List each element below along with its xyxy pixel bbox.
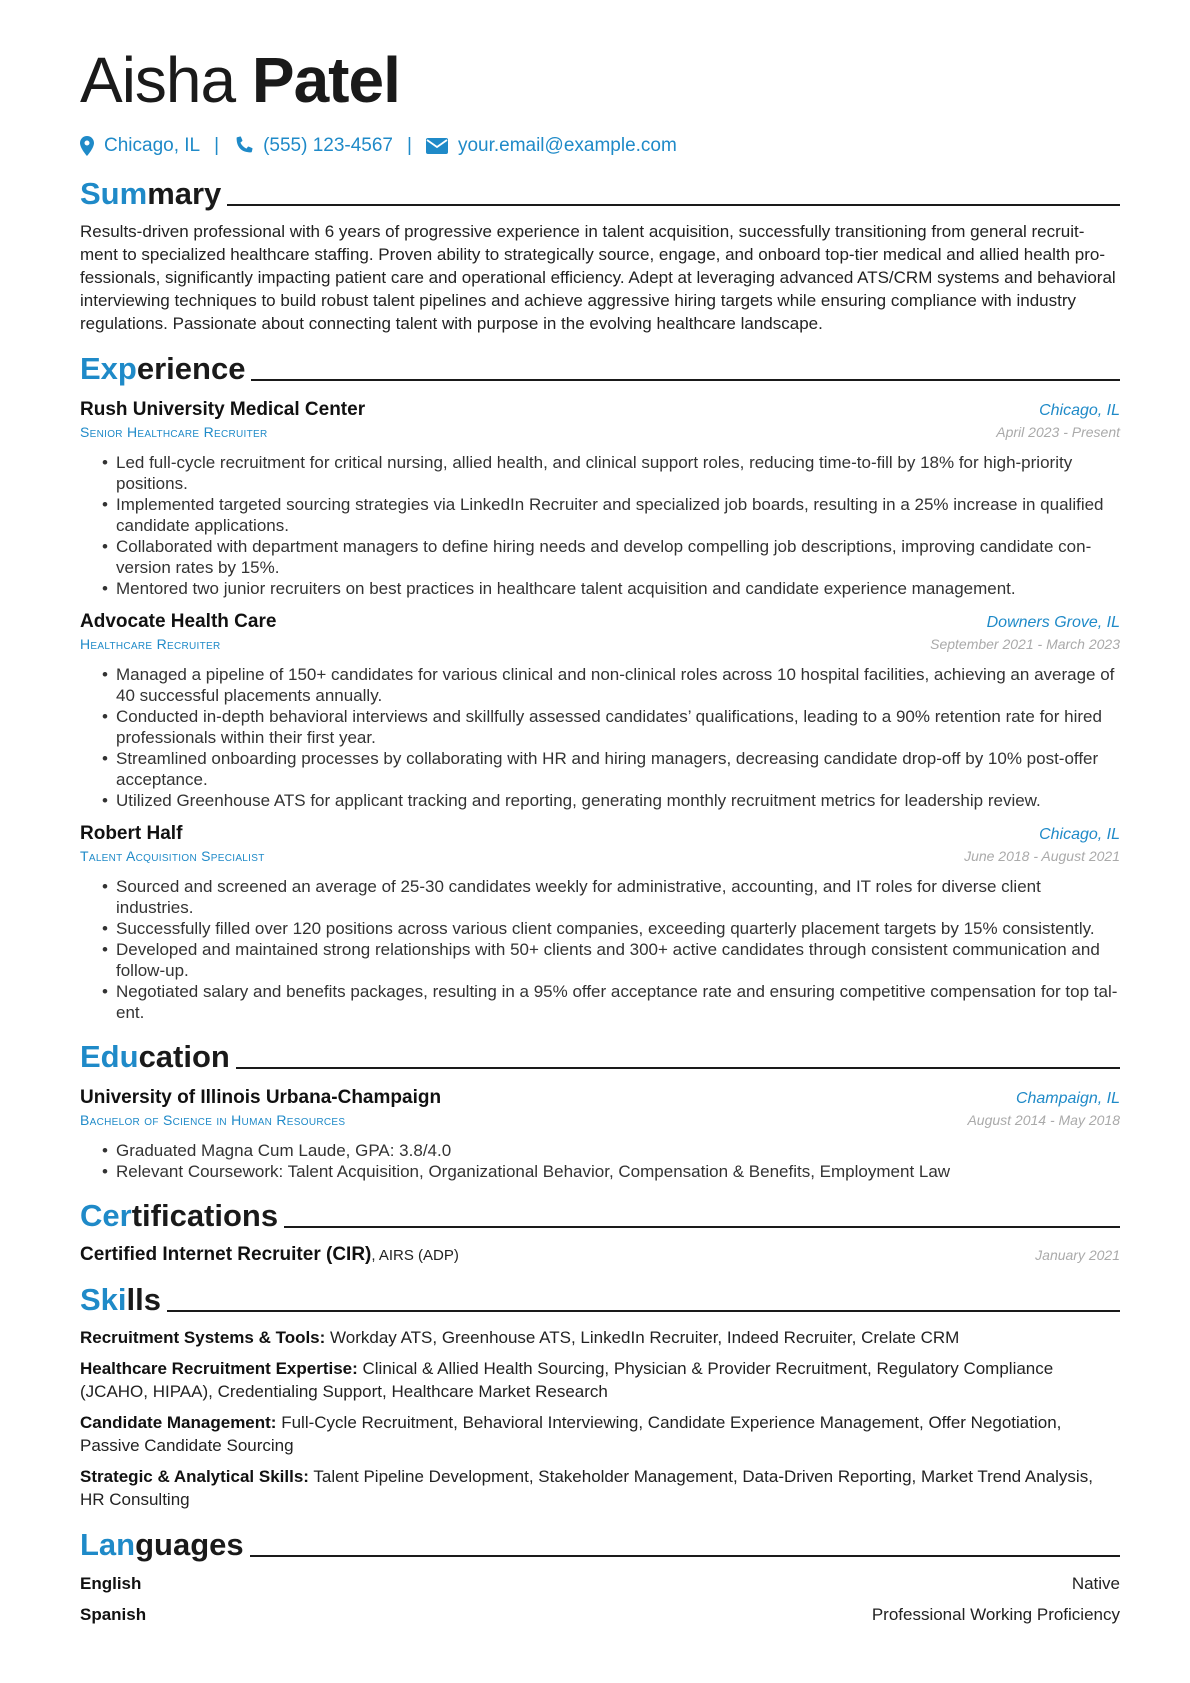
title-rest: mary	[147, 176, 222, 211]
title-rest: erience	[136, 351, 246, 386]
section-title	[80, 176, 221, 212]
contact-location	[80, 135, 200, 157]
skill-group	[80, 1411, 1120, 1457]
section-title	[80, 351, 245, 387]
title-accent: Edu	[80, 1039, 139, 1074]
title-accent: Lan	[80, 1527, 136, 1562]
skill-list: Workday ATS, Greenhouse ATS, LinkedIn Recruiter, Indeed Recruiter, Crelate CRM	[325, 1328, 960, 1347]
bullet-item: • Developed and maintained strong relationships with 50+ clients and 300+ active candidates through consistent communication and follow-up.	[102, 939, 1120, 981]
contact-email[interactable]	[426, 135, 677, 157]
education-entry	[80, 1087, 1120, 1182]
email-text: your.email@example.com	[457, 135, 677, 156]
employer-name: Advocate Health Care	[80, 611, 277, 632]
bullet-item: • Graduated Magna Cum Laude, GPA: 3.8/4.0	[102, 1140, 1120, 1161]
skill-list: Talent Pipeline Development, Stakeholder Management, Data-Driven Reporting, Market Trend Analysis, HR Consulting	[80, 1467, 1093, 1509]
language-level: Professional Working Proficiency	[871, 1605, 1120, 1624]
candidate-name	[80, 40, 1120, 120]
degree: Bachelor of Science in Human Resources	[80, 1112, 346, 1128]
language-level: Native	[1071, 1574, 1120, 1593]
language-row	[80, 1573, 1120, 1594]
bullet-item: • Managed a pipeline of 150+ candidates for various clinical and non-clinical roles across 10 hospital facilities, achieving an average of 40 successful placements annually.	[102, 664, 1120, 706]
section-title	[80, 1039, 230, 1075]
job-title: Healthcare Recruiter	[80, 636, 221, 652]
employer-name: Rush University Medical Center	[80, 399, 366, 420]
skill-list: Full-Cycle Recruitment, Behavioral Interviewing, Candidate Experience Management, Offer Negotiation, Passive Candidate Sourcing	[80, 1413, 1062, 1455]
job-dates: June 2018 - August 2021	[964, 848, 1120, 864]
job-title: Senior Healthcare Recruiter	[80, 424, 268, 440]
title-rest: cation	[138, 1039, 230, 1074]
job-bullets	[102, 876, 1120, 1023]
languages-heading	[80, 1523, 1120, 1563]
school-location: Champaign, IL	[1015, 1090, 1120, 1107]
section-rule	[236, 1067, 1120, 1069]
skill-category: Healthcare Recruitment Expertise:	[80, 1359, 358, 1378]
phone-icon	[233, 136, 253, 156]
bullet-item: • Conducted in-depth behavioral interviews and skillfully assessed candidates’ qualifications, leading to a 90% retention rate for hired professionals within their first year.	[102, 706, 1120, 748]
language-name: Spanish	[80, 1605, 147, 1624]
section-rule	[251, 379, 1120, 381]
language-name: English	[80, 1574, 142, 1593]
last-name: Patel	[251, 44, 400, 116]
certification-name: Certified Internet Recruiter (CIR)	[80, 1244, 372, 1265]
contact-separator: |	[214, 135, 220, 156]
bullet-item: • Collaborated with department managers to define hiring needs and develop compelling job descriptions, improving candidate con- version rates by 15%.	[102, 536, 1120, 578]
education-heading	[80, 1035, 1120, 1075]
job-bullets	[102, 664, 1120, 811]
language-row	[80, 1604, 1120, 1625]
location-text: Chicago, IL	[104, 135, 201, 156]
contact-separator: |	[407, 135, 412, 156]
experience-entry	[80, 823, 1120, 1023]
job-location: Chicago, IL	[1039, 402, 1120, 419]
job-location: Downers Grove, IL	[986, 614, 1120, 631]
certification-date: January 2021	[1035, 1247, 1120, 1263]
section-rule	[167, 1310, 1120, 1312]
section-title	[80, 1527, 244, 1563]
skill-group	[80, 1326, 1120, 1349]
bullet-item: • Relevant Coursework: Talent Acquisition, Organizational Behavior, Compensation & Benefits, Employment Law	[102, 1161, 1120, 1182]
section-rule	[284, 1226, 1120, 1228]
school-name: University of Illinois Urbana-Champaign	[80, 1087, 442, 1108]
title-accent: Cer	[80, 1198, 132, 1233]
skill-group	[80, 1357, 1120, 1403]
envelope-icon	[426, 138, 448, 154]
employer-name: Robert Half	[80, 823, 183, 844]
experience-heading	[80, 347, 1120, 387]
job-dates: April 2023 - Present	[996, 424, 1120, 440]
bullet-item: • Utilized Greenhouse ATS for applicant tracking and reporting, generating monthly recruitment metrics for leadership review.	[102, 790, 1120, 811]
bullet-item: • Implemented targeted sourcing strategies via LinkedIn Recruiter and specialized job boards, resulting in a 25% increase in qualified candidate applications.	[102, 494, 1120, 536]
title-accent: Sum	[80, 176, 148, 211]
resume-page	[80, 40, 1120, 1625]
section-rule	[227, 204, 1120, 206]
bullet-item: • Mentored two junior recruiters on best practices in healthcare talent acquisition and candidate experience management.	[102, 578, 1120, 599]
title-accent: Ski	[80, 1282, 127, 1317]
contact-phone[interactable]	[233, 135, 393, 157]
bullet-item: • Negotiated salary and benefits packages, resulting in a 95% offer acceptance rate and ensuring competitive compensation for top tal- ent.	[102, 981, 1120, 1023]
phone-text: (555) 123-4567	[263, 135, 393, 156]
skill-list: Clinical & Allied Health Sourcing, Physician & Provider Recruitment, Regulatory Compliance (JCAHO, HIPAA), Credentialing Support, Healthcare Market Research	[80, 1359, 1054, 1401]
summary-heading	[80, 172, 1120, 212]
title-accent: Exp	[80, 351, 137, 386]
title-rest: tifications	[131, 1198, 279, 1233]
job-title: Talent Acquisition Specialist	[80, 848, 265, 864]
skill-group	[80, 1465, 1120, 1511]
skill-category: Recruitment Systems & Tools:	[80, 1328, 326, 1347]
education-bullets	[102, 1140, 1120, 1182]
experience-entry	[80, 399, 1120, 599]
bullet-item: • Led full-cycle recruitment for critical nursing, allied health, and clinical support roles, reducing time-to-fill by 18% for high-priority positions.	[102, 452, 1120, 494]
contact-line	[80, 132, 1120, 160]
section-title	[80, 1198, 278, 1234]
bullet-item: • Streamlined onboarding processes by collaborating with HR and hiring managers, decreasing candidate drop-off by 10% post-offer acceptance.	[102, 748, 1120, 790]
title-rest: guages	[135, 1527, 244, 1562]
map-marker-icon	[80, 136, 94, 156]
title-rest: lls	[126, 1282, 161, 1317]
bullet-item: • Successfully filled over 120 positions across various client companies, exceeding quarterly placement targets by 15% consistently.	[102, 918, 1120, 939]
job-bullets	[102, 452, 1120, 599]
job-location: Chicago, IL	[1039, 826, 1120, 843]
certification-entry	[80, 1244, 1120, 1266]
skill-category: Strategic & Analytical Skills:	[80, 1467, 309, 1486]
summary-text: Results-driven professional with 6 years of progressive experience in talent acquisition, successfully transitioning from general recruit- ment to specialized healthcare staffing. Proven ability to strategically source, engage, and onboard top-tier medical and allied health pro- fessionals, significantly impacting patient care and operational efficiency. Adept at leveraging advanced ATS/CRM systems and behavioral interviewing techniques to build robust talent pipelines and achieve aggressive hiring targets while ensuring compliance with industry regulations. Passionate about connecting talent with purpose in the evolving healthcare landscape.	[80, 222, 1116, 333]
first-name: Aisha	[80, 44, 236, 116]
skill-category: Candidate Management:	[80, 1413, 277, 1432]
bullet-item: • Sourced and screened an average of 25-30 candidates weekly for administrative, accounting, and IT roles for diverse client industries.	[102, 876, 1120, 918]
section-rule	[250, 1555, 1120, 1557]
education-dates: August 2014 - May 2018	[967, 1112, 1120, 1128]
job-dates: September 2021 - March 2023	[930, 636, 1120, 652]
experience-entry	[80, 611, 1120, 811]
certification-issuer: , AIRS (ADP)	[371, 1247, 459, 1264]
section-title	[80, 1282, 161, 1318]
skills-heading	[80, 1278, 1120, 1318]
certifications-heading	[80, 1194, 1120, 1234]
